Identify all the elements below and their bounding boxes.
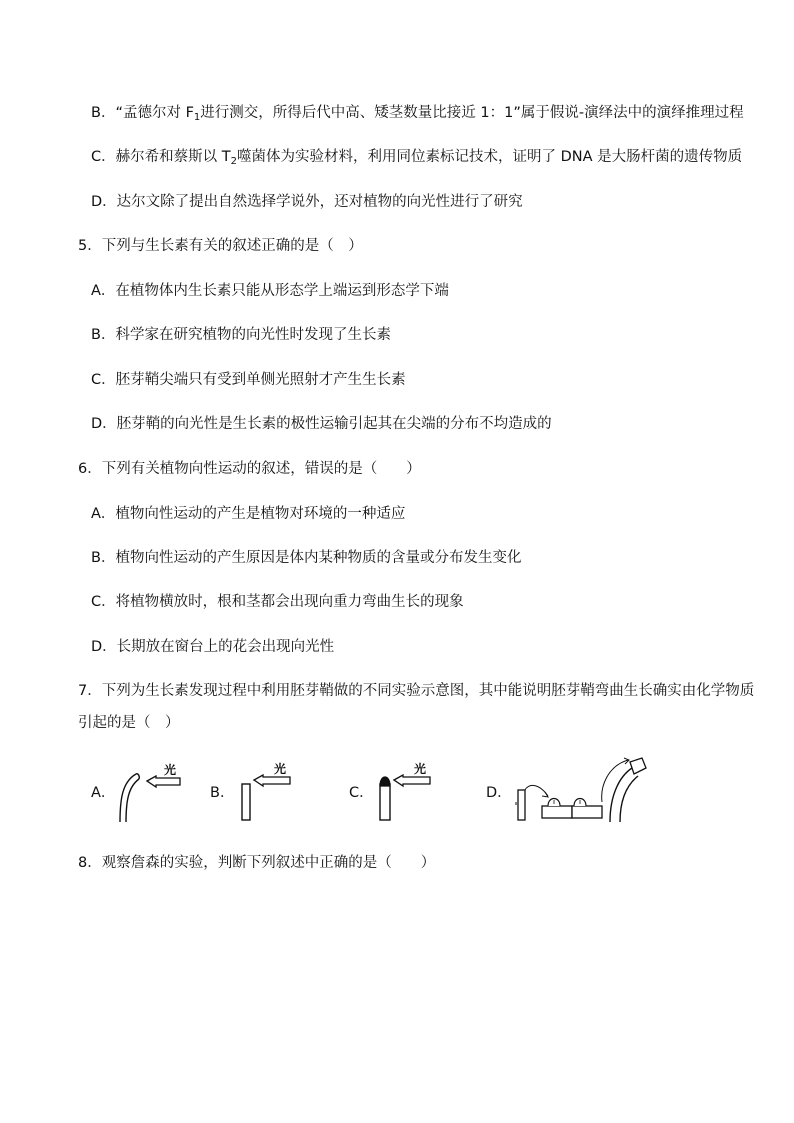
agar-block-right	[572, 806, 602, 818]
q7-figure-b	[234, 760, 314, 830]
agar-block-left	[542, 806, 572, 818]
q6-stem: 6．下列有关植物向性运动的叙述，错误的是（ ）	[78, 461, 421, 477]
coleoptile-tip	[136, 774, 139, 779]
bent-coleoptile-right-edge	[620, 776, 638, 822]
light-label: 光	[274, 762, 287, 776]
q4-option-d: D．达尔文除了提出自然选择学说外，还对植物的向光性进行了研究	[91, 194, 523, 210]
q5-stem: 5．下列与生长素有关的叙述正确的是（ ）	[78, 238, 363, 254]
q7-figure-c	[372, 760, 452, 830]
q5-option-c: C．胚芽鞘尖端只有受到单侧光照射才产生生长素	[91, 372, 406, 388]
q5-option-a: A．在植物体内生长素只能从形态学上端运到形态学下端	[91, 283, 449, 299]
light-arrow-icon	[147, 776, 180, 787]
q7-figure-d	[512, 752, 652, 832]
light-label: 光	[164, 763, 177, 777]
q6-option-b: B．植物向性运动的产生原因是体内某种物质的含量或分布发生变化	[91, 550, 522, 566]
q5-option-d: D．胚芽鞘的向光性是生长素的极性运输引起其在尖端的分布不均造成的	[91, 416, 552, 432]
q6-option-d: D．长期放在窗台上的花会出现向光性	[91, 639, 335, 655]
light-arrow-icon	[254, 775, 290, 786]
coleoptile-right-edge	[126, 779, 139, 822]
transfer-arrow-icon	[525, 785, 548, 796]
opaque-cap	[380, 777, 390, 786]
q7-stem-line2: 引起的是（ ）	[78, 715, 180, 731]
decapitated-coleoptile	[242, 784, 250, 820]
q5-option-b: B．科学家在研究植物的向光性时发现了生长素	[91, 327, 391, 343]
q8-stem: 8．观察詹森的实验，判断下列叙述中正确的是（ ）	[78, 855, 436, 871]
q7-figure-label-c: C．	[349, 785, 374, 801]
light-label: 光	[414, 762, 427, 776]
q7-figure-label-b: B．	[210, 785, 235, 801]
decapitated-coleoptile	[518, 790, 525, 820]
q7-figure-a	[112, 760, 192, 830]
q7-figure-label-a: A．	[91, 785, 116, 801]
agar-block-on-side	[630, 758, 646, 774]
q6-option-c: C．将植物横放时，根和茎都会出现向重力弯曲生长的现象	[91, 594, 464, 610]
q4-option-c: C．赫尔希和蔡斯以 $T_2$噬菌体为实验材料，利用同位素标记技术，证明了 DNA 是大肠杆菌的遗传物质	[91, 149, 743, 167]
q4-option-b: B．“孟德尔对 $F_1$进行测交，所得后代中高、矮茎数量比接近 1：1”属于假说-演绎法中的演绎推理过程	[91, 105, 744, 123]
q6-option-a: A．植物向性运动的产生是植物对环境的一种适应	[91, 506, 406, 522]
coleoptile	[380, 784, 390, 820]
q7-stem-line1: 7．下列为生长素发现过程中利用胚芽鞘做的不同实验示意图，其中能说明胚芽鞘弯曲生长确实由化学物质	[78, 683, 755, 699]
q7-figure-label-d: D．	[486, 785, 512, 801]
light-arrow-icon	[394, 775, 430, 786]
